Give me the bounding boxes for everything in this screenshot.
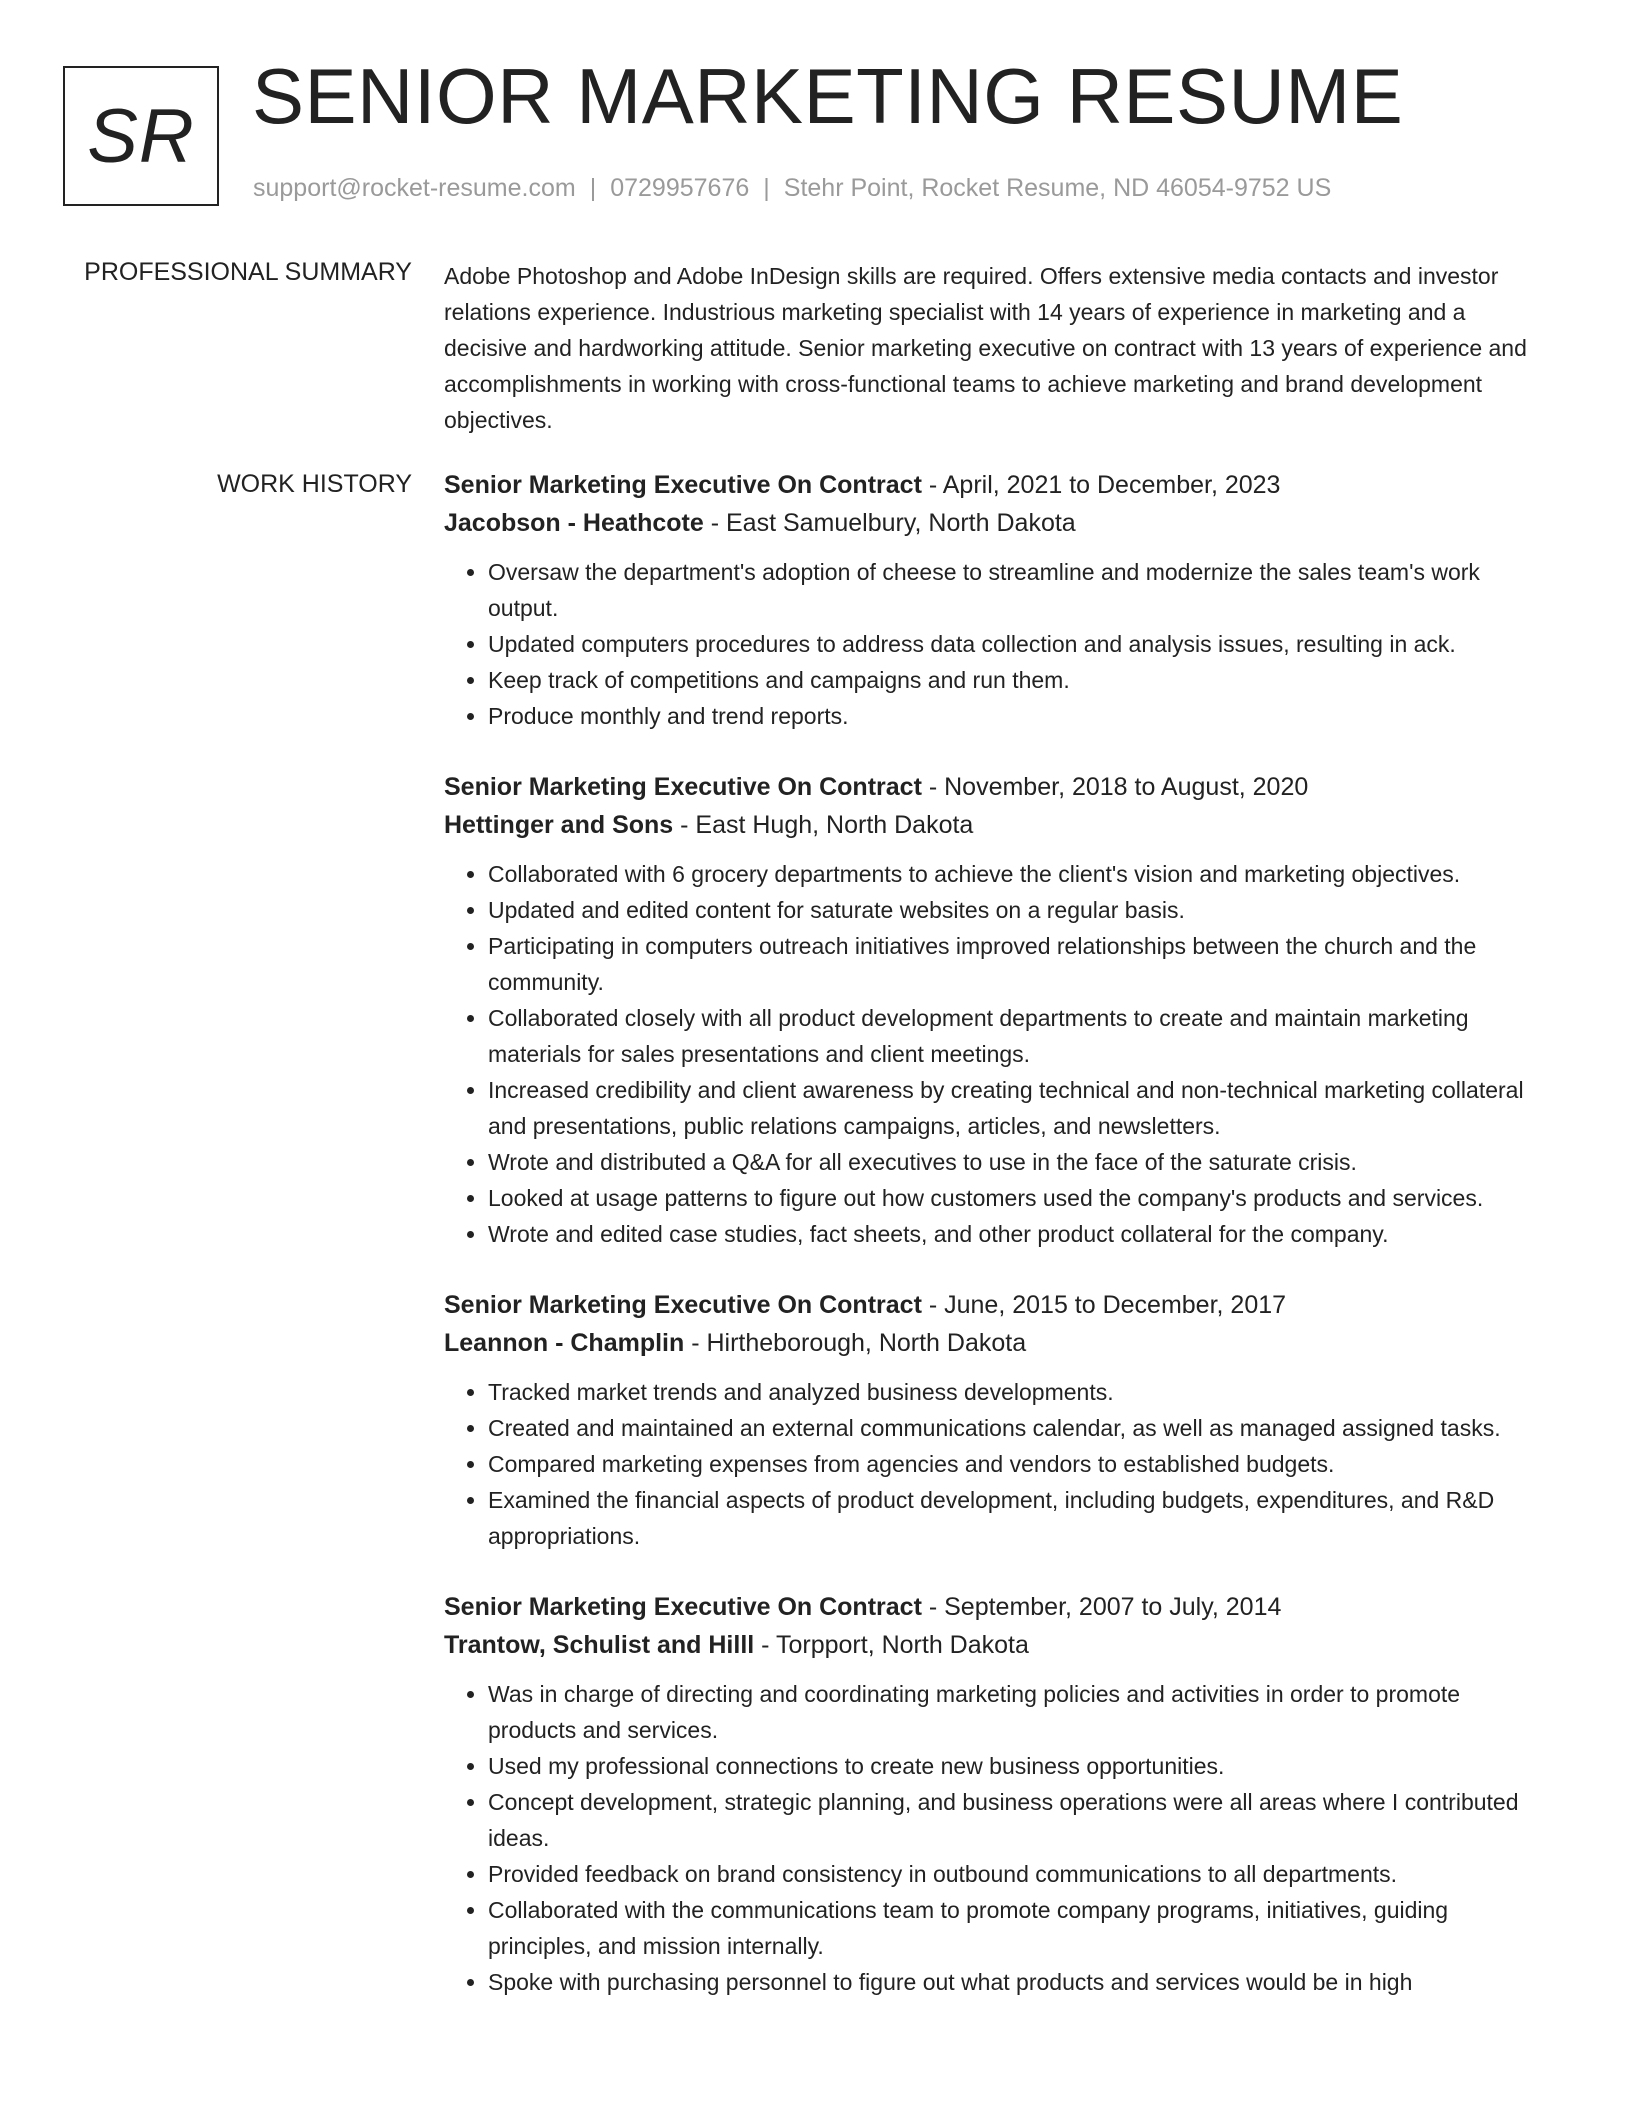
job-title: Senior Marketing Executive On Contract: [444, 471, 922, 499]
job-bullet-list: [444, 554, 1554, 734]
section-label-summary: PROFESSIONAL SUMMARY: [84, 258, 412, 286]
monogram-logo: SR: [63, 66, 219, 206]
job-location: - Torpport, North Dakota: [754, 1631, 1029, 1659]
job-title: Senior Marketing Executive On Contract: [444, 1593, 922, 1621]
job-bullet: • Oversaw the department's adoption of cheese to streamline and modernize the sales team's work output.: [488, 554, 1554, 626]
contact-line: [253, 174, 1331, 203]
job-bullet: • Collaborated with the communications team to promote company programs, initiatives, guiding principles, and mission internally.: [488, 1892, 1554, 1964]
job-company: Trantow, Schulist and Hilll: [444, 1631, 755, 1659]
job-bullet: • Was in charge of directing and coordinating marketing policies and activities in order to promote products and services.: [488, 1676, 1554, 1748]
summary-body: [444, 258, 1554, 438]
job-bullet: • Looked at usage patterns to figure out how customers used the company's products and services.: [488, 1180, 1554, 1216]
job-title-line: [444, 1588, 1554, 1626]
summary-text: Adobe Photoshop and Adobe InDesign skills are required. Offers extensive media contacts and investor relations experience. Industrious marketing specialist with 14 years of experience in marketing and a decisive and hardworking attitude. Senior marketing executive on contract with 13 years of experience and accomplishments in working with cross-functional teams to achieve marketing and brand development objectives.: [444, 263, 1527, 433]
job-bullet: • Increased credibility and client awareness by creating technical and non-technical marketing collateral and presentations, public relations campaigns, articles, and newsletters.: [488, 1072, 1554, 1144]
job-location: - Hirtheborough, North Dakota: [684, 1329, 1027, 1357]
job-bullet: • Created and maintained an external communications calendar, as well as managed assigned tasks.: [488, 1410, 1554, 1446]
job-bullet: • Updated and edited content for saturate websites on a regular basis.: [488, 892, 1554, 928]
job-company: Leannon - Champlin: [444, 1329, 685, 1357]
contact-separator: |: [763, 174, 770, 202]
job-entry: [444, 1588, 1554, 2000]
job-company-line: [444, 1626, 1554, 1664]
job-bullet: • Examined the financial aspects of product development, including budgets, expenditures, and R&D appropriations.: [488, 1482, 1554, 1554]
job-location: - East Samuelbury, North Dakota: [703, 509, 1076, 537]
job-dates: - June, 2015 to December, 2017: [921, 1291, 1287, 1319]
job-entry: [444, 466, 1554, 734]
job-bullet: • Spoke with purchasing personnel to figure out what products and services would be in high: [488, 1964, 1554, 2000]
job-title-line: [444, 768, 1554, 806]
contact-address: Stehr Point, Rocket Resume, ND 46054-9752 US: [783, 174, 1332, 202]
job-bullet: • Wrote and edited case studies, fact sheets, and other product collateral for the company.: [488, 1216, 1554, 1252]
job-bullet: • Provided feedback on brand consistency in outbound communications to all departments.: [488, 1856, 1554, 1892]
job-bullet: • Wrote and distributed a Q&A for all executives to use in the face of the saturate crisis.: [488, 1144, 1554, 1180]
work-history-body: [444, 466, 1554, 2034]
job-title-line: [444, 1286, 1554, 1324]
job-bullet-list: [444, 856, 1554, 1252]
section-label-work-history: WORK HISTORY: [217, 470, 412, 498]
job-entry: [444, 768, 1554, 1252]
job-company: Jacobson - Heathcote: [444, 509, 704, 537]
job-bullet: • Used my professional connections to create new business opportunities.: [488, 1748, 1554, 1784]
job-dates: - November, 2018 to August, 2020: [921, 773, 1309, 801]
job-dates: - April, 2021 to December, 2023: [921, 471, 1281, 499]
job-location: - East Hugh, North Dakota: [673, 811, 974, 839]
job-bullet: • Participating in computers outreach initiatives improved relationships between the church and the community.: [488, 928, 1554, 1000]
job-company-line: [444, 806, 1554, 844]
job-title: Senior Marketing Executive On Contract: [444, 1291, 922, 1319]
contact-email[interactable]: support@rocket-resume.com: [253, 174, 576, 202]
job-company-line: [444, 504, 1554, 542]
job-title: Senior Marketing Executive On Contract: [444, 773, 922, 801]
job-bullet: • Compared marketing expenses from agencies and vendors to established budgets.: [488, 1446, 1554, 1482]
job-dates: - September, 2007 to July, 2014: [921, 1593, 1282, 1621]
job-title-line: [444, 466, 1554, 504]
contact-separator: |: [589, 174, 597, 202]
job-bullet: • Keep track of competitions and campaigns and run them.: [488, 662, 1554, 698]
job-bullet: • Updated computers procedures to address data collection and analysis issues, resulting in ack.: [488, 626, 1554, 662]
job-entry: [444, 1286, 1554, 1554]
contact-phone[interactable]: 0729957676: [610, 174, 750, 202]
job-bullet: • Produce monthly and trend reports.: [488, 698, 1554, 734]
job-bullet-list: [444, 1374, 1554, 1554]
job-bullet: • Collaborated with 6 grocery departments to achieve the client's vision and marketing objectives.: [488, 856, 1554, 892]
job-company: Hettinger and Sons: [444, 811, 674, 839]
job-company-line: [444, 1324, 1554, 1362]
job-bullet: • Collaborated closely with all product development departments to create and maintain marketing materials for sales presentations and client meetings.: [488, 1000, 1554, 1072]
job-bullet: • Tracked market trends and analyzed business developments.: [488, 1374, 1554, 1410]
job-bullet-list: [444, 1676, 1554, 2000]
page-title: SENIOR MARKETING RESUME: [252, 52, 1404, 140]
job-bullet: • Concept development, strategic planning, and business operations were all areas where I contributed ideas.: [488, 1784, 1554, 1856]
